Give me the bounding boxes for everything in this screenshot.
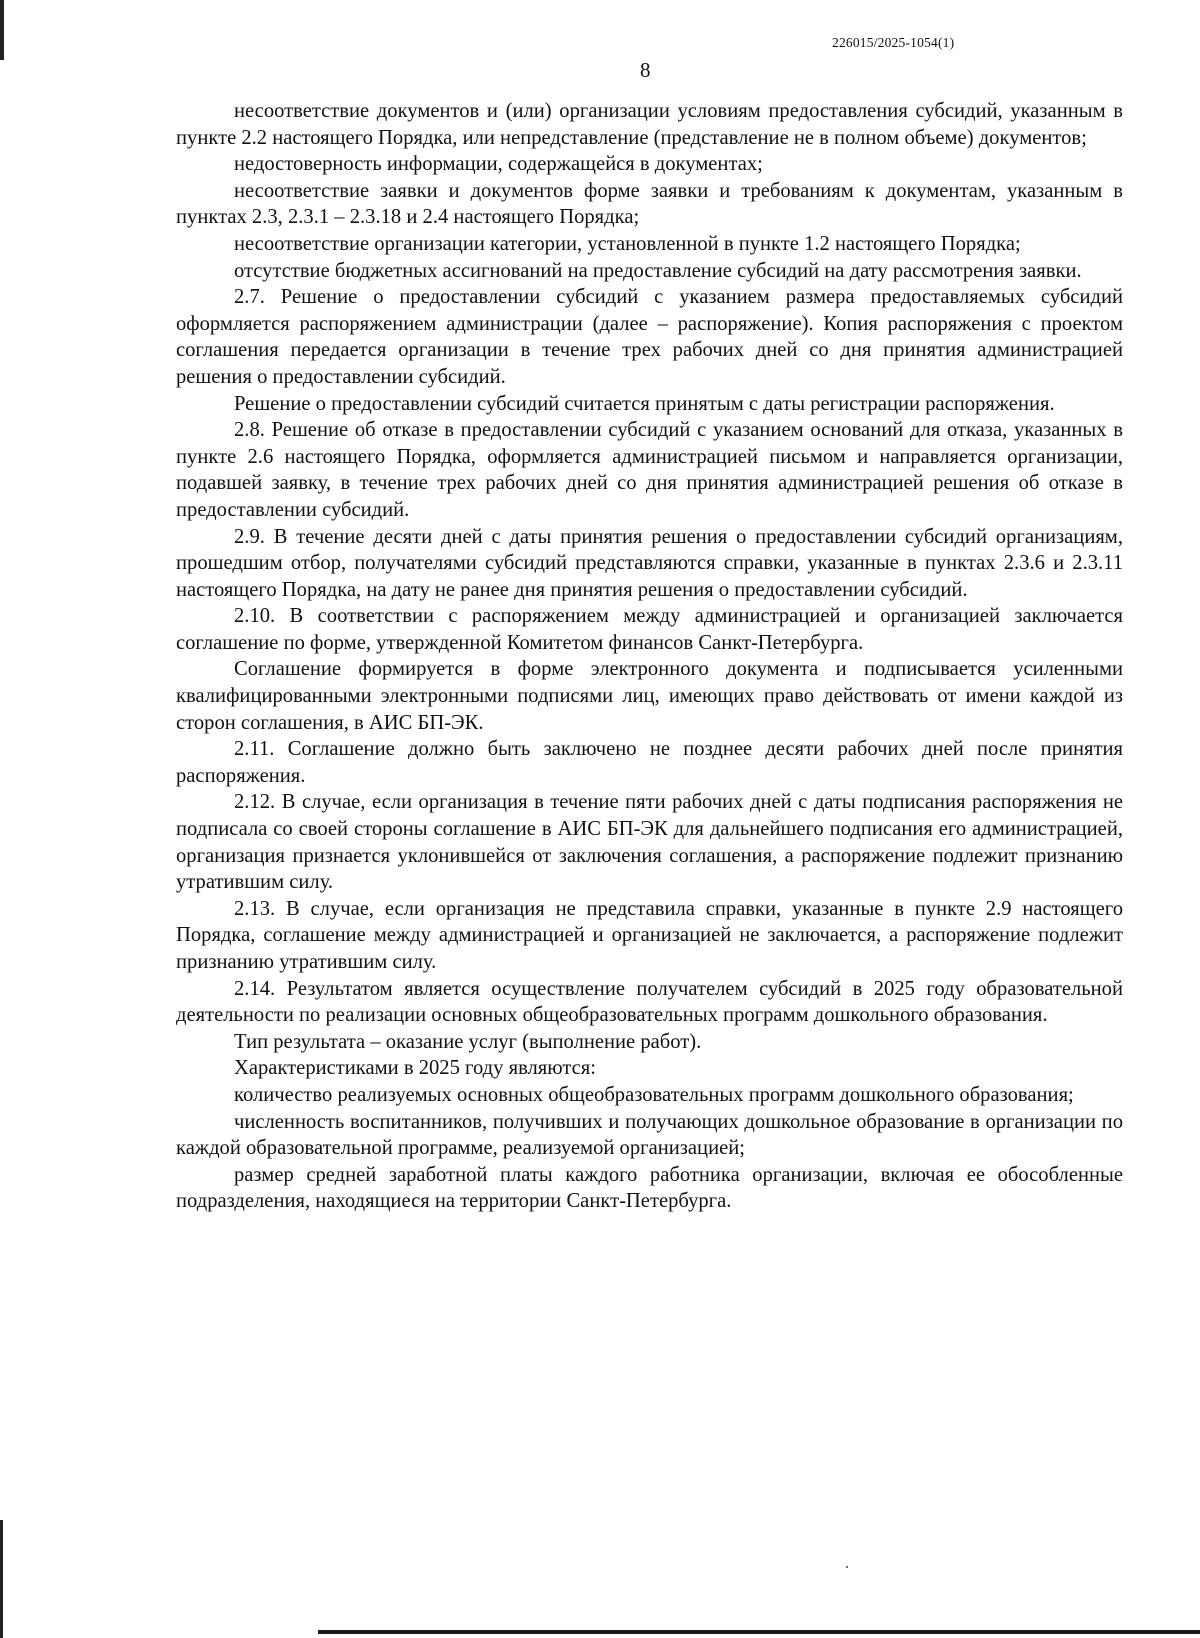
scan-edge-bottom xyxy=(0,1520,3,1638)
paragraph: Характеристиками в 2025 году являются: xyxy=(234,1057,596,1080)
paragraph: 2.14. Результатом является осуществление получателем субсидий в 2025 году образовательной деятельности по реализации основных общеобразовательных программ дошкольного образования. xyxy=(176,977,1123,1027)
paragraph: несоответствие организации категории, установленной в пункте 1.2 настоящего Порядка; xyxy=(234,232,1021,255)
scan-speck xyxy=(846,1566,848,1568)
scan-bottom-edge xyxy=(318,1630,1200,1634)
document-number: 226015/2025-1054(1) xyxy=(832,35,955,50)
paragraph: несоответствие заявки и документов форме заявки и требованиям к документам, указанным в пунктах 2.3, 2.3.1 – 2.3.18 и 2.4 настоящего Порядка; xyxy=(176,179,1123,229)
paragraph: размер средней заработной платы каждого работника организации, включая ее обособленные подразделения, находящиеся на территории Санкт-Петербурга. xyxy=(176,1163,1123,1213)
paragraph: Соглашение формируется в форме электронного документа и подписывается усиленными квалифицированными электронными подписями лиц, имеющих право действовать от имени каждой из сторон соглашения, в АИС БП-ЭК. xyxy=(176,658,1123,734)
paragraph: количество реализуемых основных общеобразовательных программ дошкольного образования; xyxy=(234,1083,1074,1106)
paragraph: Решение о предоставлении субсидий считается принятым с даты регистрации распоряжения. xyxy=(234,392,1055,415)
paragraph: 2.11. Соглашение должно быть заключено не позднее десяти рабочих дней после принятия распоряжения. xyxy=(176,738,1123,787)
paragraph: 2.12. В случае, если организация в течение пяти рабочих дней с даты подписания распоряжения не подписала со своей стороны соглашение в АИС БП-ЭК для дальнейшего подписания его администрацией, организация признается уклонившейся от заключения соглашения, а распоряжение подлежит признанию утратившим силу. xyxy=(176,791,1123,894)
paragraph: отсутствие бюджетных ассигнований на предоставление субсидий на дату рассмотрения заявки. xyxy=(234,259,1082,282)
paragraph: недостоверность информации, содержащейся в документах; xyxy=(234,153,763,176)
document-body xyxy=(176,98,1123,1215)
paragraph: 2.7. Решение о предоставлении субсидий с указанием размера предоставляемых субсидий оформляется распоряжением администрации (далее – распоряжение). Копия распоряжения с проектом соглашения передается организации в течение трех рабочих дней со дня принятия администрацией решения о предоставлении субсидий. xyxy=(176,286,1123,388)
paragraph: Тип результата – оказание услуг (выполнение работ). xyxy=(234,1030,702,1053)
page-number: 8 xyxy=(640,58,651,82)
paragraph: 2.8. Решение об отказе в предоставлении субсидий с указанием оснований для отказа, указанных в пункте 2.6 настоящего Порядка, оформляется администрацией письмом и направляется организации, подавшей заявку, в течение трех рабочих дней со дня принятия администрацией решения об отказе в предоставлении субсидий. xyxy=(176,419,1123,521)
scan-edge-top xyxy=(0,0,4,60)
paragraph: несоответствие документов и (или) организации условиям предоставления субсидий, указанным в пункте 2.2 настоящего Порядка, или непредставление (представление не в полном объеме) документов; xyxy=(176,100,1123,149)
paragraph: 2.10. В соответствии с распоряжением между администрацией и организацией заключается соглашение по форме, утвержденной Комитетом финансов Санкт-Петербурга. xyxy=(176,605,1123,654)
paragraph: 2.9. В течение десяти дней с даты принятия решения о предоставлении субсидий организациям, прошедшим отбор, получателями субсидий представляются справки, указанные в пунктах 2.3.6 и 2.3.11 настоящего Порядка, на дату не ранее дня принятия решения о предоставлении субсидий. xyxy=(176,525,1123,601)
paragraph: 2.13. В случае, если организация не представила справки, указанные в пункте 2.9 настоящего Порядка, соглашение между администрацией и организацией не заключается, а распоряжение подлежит признанию утратившим силу. xyxy=(176,897,1123,973)
paragraph: численность воспитанников, получивших и получающих дошкольное образование в организации по каждой образовательной программе, реализуемой организацией; xyxy=(176,1110,1123,1160)
